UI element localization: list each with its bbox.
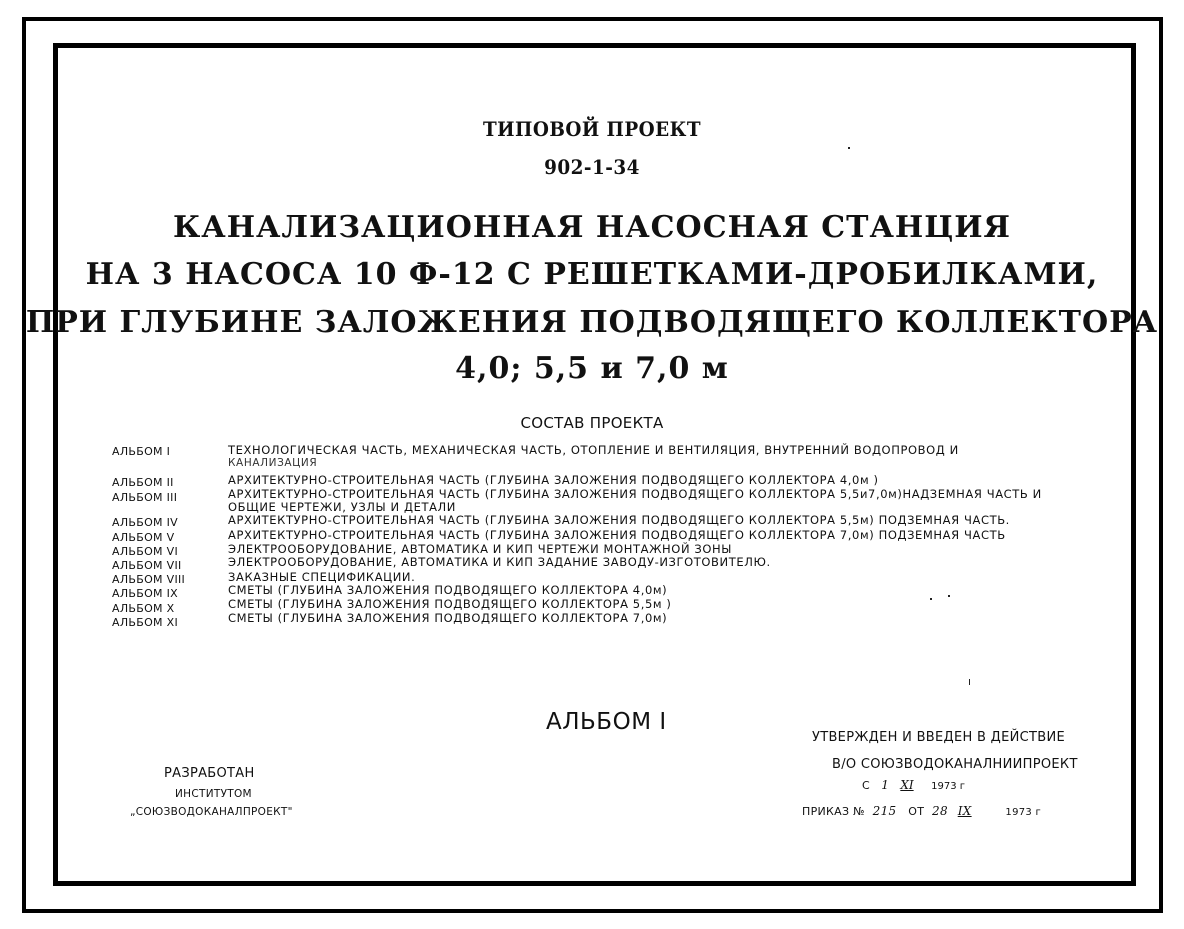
date-month: XI [900,778,914,792]
album-description: ЗАКАЗНЫЕ СПЕЦИФИКАЦИИ. [228,570,416,584]
album-description: СМЕТЫ (ГЛУБИНА ЗАЛОЖЕНИЯ ПОДВОДЯЩЕГО КОЛЛЕКТОРА 7,0м) [228,611,668,625]
album-description: ЭЛЕКТРООБОРУДОВАНИЕ, АВТОМАТИКА И КИП ЧЕРТЕЖИ МОНТАЖНОЙ ЗОНЫ [228,542,733,556]
order-number: 215 [872,804,897,818]
album-description-cont: КАНАЛИЗАЦИЯ [228,457,318,469]
approval-order [802,804,1041,818]
project-number: 902-1-34 [544,155,640,179]
order-month: IX [957,804,972,818]
album-label: АЛЬБОМ IV [112,516,179,529]
scan-speck [848,147,850,149]
order-prefix: ПРИКАЗ № [802,805,865,818]
album-description: СМЕТЫ (ГЛУБИНА ЗАЛОЖЕНИЯ ПОДВОДЯЩЕГО КОЛЛЕКТОРА 4,0м) [228,583,668,597]
order-day: 28 [932,804,948,818]
title-line-3: ПРИ ГЛУБИНЕ ЗАЛОЖЕНИЯ ПОДВОДЯЩЕГО КОЛЛЕКТОРА [25,305,1159,340]
scan-speck [969,679,970,685]
album-label: АЛЬБОМ IX [112,587,179,600]
album-label: АЛЬБОМ VI [112,545,179,558]
album-label: АЛЬБОМ III [112,491,178,504]
title-line-4: 4,0; 5,5 и 7,0 м [455,351,729,386]
album-label: АЛЬБОМ VII [112,559,182,572]
title-line-1: КАНАЛИЗАЦИОННАЯ НАСОСНАЯ СТАНЦИЯ [172,210,1012,245]
album-label: АЛЬБОМ VIII [112,573,186,586]
album-label: АЛЬБОМ XI [112,616,179,629]
date-day: 1 [881,778,889,792]
album-label: АЛЬБОМ V [112,531,175,544]
developed-by-org: „СОЮЗВОДОКАНАЛПРОЕКТ" [130,806,293,818]
date-prefix: С [862,779,870,792]
album-description: ТЕХНОЛОГИЧЕСКАЯ ЧАСТЬ, МЕХАНИЧЕСКАЯ ЧАСТЬ, ОТОПЛЕНИЕ И ВЕНТИЛЯЦИЯ, ВНУТРЕННИЙ ВОДОПРОВОД И [228,443,959,457]
album-label: АЛЬБОМ X [112,602,175,615]
developed-by-label: РАЗРАБОТАН [164,766,255,781]
title-line-2: НА 3 НАСОСА 10 Ф-12 С РЕШЕТКАМИ-ДРОБИЛКАМИ, [85,257,1099,292]
order-year: 1973 г [1005,807,1042,818]
project-type-label: ТИПОВОЙ ПРОЕКТ [482,117,701,141]
album-description: ЭЛЕКТРООБОРУДОВАНИЕ, АВТОМАТИКА И КИП ЗАДАНИЕ ЗАВОДУ-ИЗГОТОВИТЕЛЮ. [228,555,771,569]
approval-date [862,778,965,792]
current-album: АЛЬБОМ I [546,709,667,735]
album-description-cont: ОБЩИЕ ЧЕРТЕЖИ, УЗЛЫ И ДЕТАЛИ [228,500,456,514]
scan-speck [930,598,932,600]
album-description: АРХИТЕКТУРНО-СТРОИТЕЛЬНАЯ ЧАСТЬ (ГЛУБИНА ЗАЛОЖЕНИЯ ПОДВОДЯЩЕГО КОЛЛЕКТОРА 5,5и7,0м)НАДЗЕМНАЯ ЧАСТЬ И [228,487,1042,501]
developed-by-institute: ИНСТИТУТОМ [175,788,252,800]
album-label: АЛЬБОМ I [112,445,171,458]
approval-label: УТВЕРЖДЕН И ВВЕДЕН В ДЕЙСТВИЕ [812,730,1066,745]
approval-org: В/О СОЮЗВОДОКАНАЛНИИПРОЕКТ [832,757,1078,772]
album-description: АРХИТЕКТУРНО-СТРОИТЕЛЬНАЯ ЧАСТЬ (ГЛУБИНА ЗАЛОЖЕНИЯ ПОДВОДЯЩЕГО КОЛЛЕКТОРА 7,0м) ПОДЗЕМНАЯ ЧАСТЬ [228,528,1006,542]
date-year: 1973 г [931,781,966,792]
composition-heading: СОСТАВ ПРОЕКТА [520,414,664,432]
order-from: ОТ [908,805,925,818]
album-description: СМЕТЫ (ГЛУБИНА ЗАЛОЖЕНИЯ ПОДВОДЯЩЕГО КОЛЛЕКТОРА 5,5м ) [228,597,672,611]
album-label: АЛЬБОМ II [112,476,174,489]
album-description: АРХИТЕКТУРНО-СТРОИТЕЛЬНАЯ ЧАСТЬ (ГЛУБИНА ЗАЛОЖЕНИЯ ПОДВОДЯЩЕГО КОЛЛЕКТОРА 5,5м) ПОДЗЕМНАЯ ЧАСТЬ. [228,513,1010,527]
scan-speck [948,595,950,597]
album-description: АРХИТЕКТУРНО-СТРОИТЕЛЬНАЯ ЧАСТЬ (ГЛУБИНА ЗАЛОЖЕНИЯ ПОДВОДЯЩЕГО КОЛЛЕКТОРА 4,0м ) [228,473,879,487]
